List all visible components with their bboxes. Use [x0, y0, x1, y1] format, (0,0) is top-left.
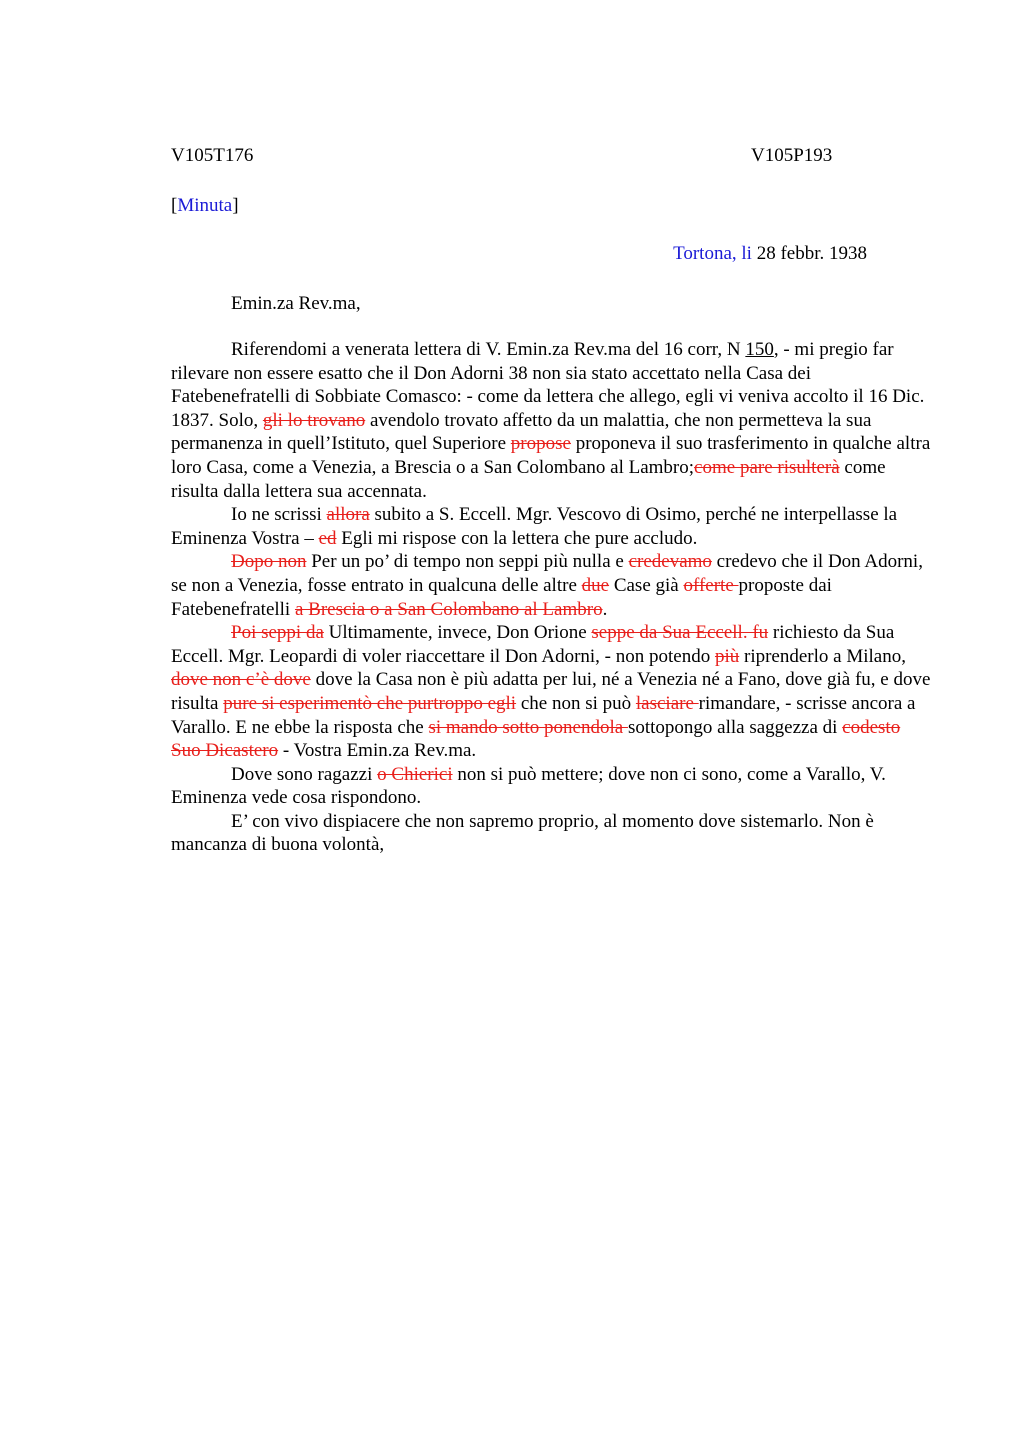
paragraph: [171, 550, 931, 621]
deleted-text: seppe da Sua Eccell. fu: [591, 622, 769, 644]
text-run: rimandare, - scrisse ancora a Varallo. E ne ebbe la risposta che: [171, 692, 916, 738]
deleted-text: codesto Suo Dicastero: [171, 716, 901, 762]
deleted-text: due: [581, 574, 610, 596]
text-run: Ultimamente, invece, Don Orione: [323, 622, 592, 644]
text-run: Io ne scrissi: [231, 504, 327, 526]
deleted-text: propose: [510, 433, 571, 455]
bracket-open: [: [171, 195, 178, 216]
deleted-text: a Brescia o a San Colombano al Lambro: [294, 598, 603, 620]
text-run: come risulta dalla lettera sua accennata.: [171, 456, 886, 502]
document-header: [171, 145, 931, 171]
paragraph: [171, 621, 931, 763]
volume-code-left: V105T176: [171, 145, 254, 166]
underlined-text: 150: [745, 339, 774, 360]
deleted-text: Dopo non: [231, 551, 307, 573]
paragraph: [171, 763, 931, 810]
text-run: - Vostra Emin.za Rev.ma.: [278, 740, 477, 762]
text-run: Dove sono ragazzi: [231, 763, 378, 785]
bracket-close: ]: [232, 195, 239, 216]
text-run: , - mi pregio far rilevare non essere esatto che il Don Adorni 38 non sia stato accettato nella Casa dei Fatebenefratelli di Sobbiate Comasco: - come da lettera che allego, egli vi veniva accolto il 16 Dic. 1837. Solo,: [171, 339, 925, 431]
deleted-text: Poi seppi da: [231, 622, 324, 644]
deleted-text: pure si esperimentò che purtroppo egli: [223, 692, 517, 714]
text-run: non si può mettere; dove non ci sono, come a Varallo, V. Eminenza vede cosa rispondono.: [171, 763, 886, 809]
text-run: proponeva il suo trasferimento in qualche altra loro Casa, come a Venezia, a Brescia o a San Colombano al Lambro;: [171, 433, 931, 478]
text-run: richiesto da Sua Eccell. Mgr. Leopardi di voler riaccettare il Don Adorni, - non potendo: [171, 622, 895, 667]
text-run: avendolo trovato affetto da un malattia, che non permetteva la sua permanenza in quell’Istituto, quel Superiore: [171, 409, 872, 455]
minuta-text: Minuta: [177, 195, 233, 216]
deleted-text: ed: [318, 527, 337, 549]
paragraph: [171, 503, 931, 550]
text-run: Egli mi rispose con la lettera che pure accludo.: [336, 527, 698, 549]
deleted-text: dove non c’è dove: [171, 669, 311, 691]
deleted-text: allora: [326, 504, 370, 526]
text-run: dove la Casa non è più adatta per lui, né a Venezia né a Fano, dove già fu, e dove risulta: [171, 669, 931, 714]
paragraph: [171, 338, 931, 503]
text-run: sottopongo alla saggezza di: [627, 716, 843, 738]
deleted-text: si mando sotto ponendola: [428, 716, 628, 738]
draft-label: [171, 195, 931, 221]
date-place: Tortona, li: [673, 243, 752, 264]
deleted-text: lasciare: [635, 692, 699, 714]
deleted-text: gli lo trovano: [262, 409, 366, 431]
deleted-text: credevamo: [628, 551, 712, 573]
deleted-text: più: [714, 645, 740, 667]
salutation: Emin.za Rev.ma,: [231, 293, 361, 314]
text-run: .: [602, 598, 608, 620]
text-run: proposte dai Fatebenefratelli: [171, 574, 832, 620]
paragraph: [171, 810, 931, 857]
letter-page: [171, 145, 931, 857]
text-run: Case già: [609, 574, 684, 596]
text-run: Riferendomi a venerata lettera di V. Emin.za Rev.ma del 16 corr, N: [231, 339, 746, 360]
volume-code-right: V105P193: [751, 145, 833, 166]
date-value: 28 febbr. 1938: [751, 243, 867, 264]
deleted-text: o Chierici: [377, 763, 453, 785]
text-run: credevo che il Don Adorni, se non a Venezia, fosse entrato in qualcuna delle altre: [171, 551, 923, 596]
text-run: Per un po’ di tempo non seppi più nulla e: [306, 551, 629, 573]
deleted-text: offerte: [683, 574, 739, 596]
text-run: subito a S. Eccell. Mgr. Vescovo di Osimo, perché ne interpellasse la Eminenza Vostra –: [171, 504, 898, 549]
text-run: riprenderlo a Milano,: [739, 645, 906, 667]
date-line: [171, 243, 931, 269]
letter-body: [171, 338, 931, 857]
text-run: che non si può: [516, 692, 636, 714]
deleted-text: come pare risulterà: [694, 456, 840, 478]
text-run: E’ con vivo dispiacere che non sapremo proprio, al momento dove sistemarlo. Non è mancanza di buona volontà,: [171, 810, 874, 856]
